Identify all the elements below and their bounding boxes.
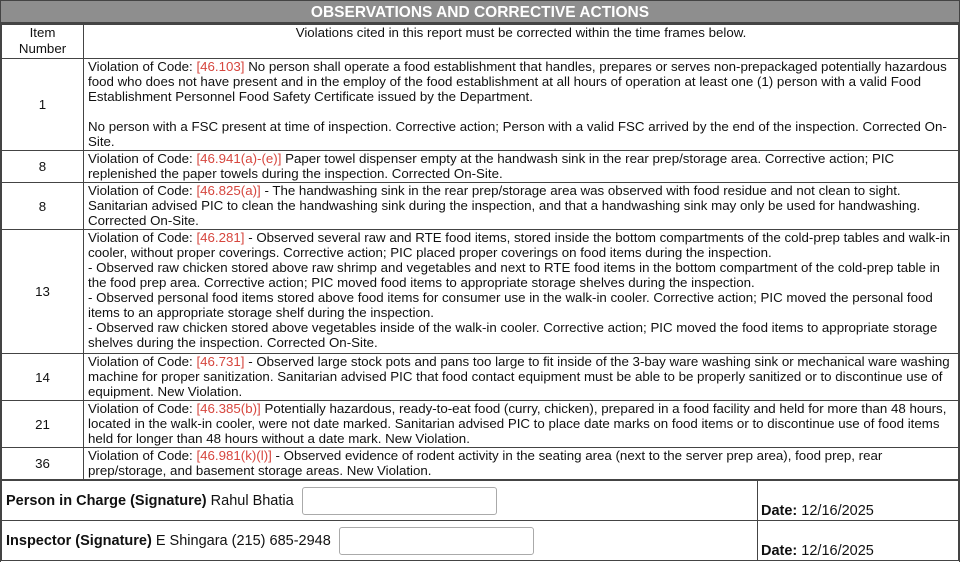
violation-description xyxy=(84,354,959,401)
code-prefix: Violation of Code: xyxy=(88,354,193,369)
observation-line: - Observed raw chicken stored above vegetables inside of the walk-in cooler. Corrective action; PIC moved the food items to appropriate storage shelves during the inspection. Corrected On-Site. xyxy=(88,320,938,350)
pic-signature-label: Person in Charge (Signature) xyxy=(6,492,207,509)
code-reference: [46.103] xyxy=(196,59,245,74)
violation-text: Paper towel dispenser empty at the handwash sink in the rear prep/storage area. Corrective action; PIC replenished the paper towels during the inspection. Corrected On-Site. xyxy=(88,151,895,181)
code-prefix: Violation of Code: xyxy=(88,401,193,416)
pic-signature-field[interactable] xyxy=(302,487,497,515)
violation-description xyxy=(84,230,959,354)
code-prefix: Violation of Code: xyxy=(88,59,193,74)
inspector-signature-label: Inspector (Signature) xyxy=(6,532,152,549)
code-reference: [46.981(k)(l)] xyxy=(196,448,272,463)
violations-table xyxy=(1,24,959,480)
pic-date: 12/16/2025 xyxy=(801,503,874,519)
violation-text: - Observed several raw and RTE food items, stored inside the bottom compartments of the cold-prep tables and walk-in cooler, without proper coverings. Corrective action; PIC placed proper coverings on food items during the inspection. xyxy=(88,230,951,260)
code-prefix: Violation of Code: xyxy=(88,230,193,245)
violation-description xyxy=(84,183,959,230)
table-row xyxy=(2,448,959,480)
signature-table xyxy=(1,480,959,561)
corrective-action-text: No person with a FSC present at time of inspection. Corrective action; Person with a valid FSC arrived by the end of the inspection. Corrected On-Site. xyxy=(88,119,947,149)
code-reference: [46.281] xyxy=(196,230,245,245)
inspector-date-cell xyxy=(758,521,959,561)
table-row xyxy=(2,401,959,448)
violation-description xyxy=(84,151,959,183)
table-row xyxy=(2,151,959,183)
violation-text: No person shall operate a food establishment that handles, prepares or serves non-prepackaged potentially hazardous food who does not have present and in the employ of the food establishment at all hours of operation at least one (1) person with a valid Food Establishment Personnel Food Safety Certificate issued by the Department. xyxy=(88,59,947,104)
code-reference: [46.731] xyxy=(196,354,245,369)
violation-description xyxy=(84,401,959,448)
item-number: 1 xyxy=(2,59,84,151)
inspector-signature-row xyxy=(2,521,959,561)
item-number-header-line1: Item xyxy=(29,25,56,40)
table-header-row xyxy=(2,25,959,59)
pic-date-cell xyxy=(758,481,959,521)
code-reference: [46.385(b)] xyxy=(196,401,261,416)
code-reference: [46.941(a)-(e)] xyxy=(196,151,282,166)
date-label: Date: xyxy=(761,543,798,559)
observation-line: - Observed personal food items stored above food items for consumer use in the walk-in cooler. Corrective action; PIC moved the personal food items to an appropriate storage shelf during the inspection. xyxy=(88,290,933,320)
table-row xyxy=(2,230,959,354)
violation-text: Potentially hazardous, ready-to-eat food (curry, chicken), prepared in a food facility and held for more than 48 hours, located in the walk-in cooler, were not date marked. Sanitarian advised PIC to place date marks on food items or to discontinue use of food items held for longer than 48 hours without a date mark. New Violation. xyxy=(88,401,947,446)
inspector-name: E Shingara (215) 685-2948 xyxy=(155,532,331,549)
item-number: 14 xyxy=(2,354,84,401)
inspector-date: 12/16/2025 xyxy=(801,543,874,559)
date-label: Date: xyxy=(761,503,798,519)
table-row xyxy=(2,183,959,230)
pic-signature-cell xyxy=(2,481,758,521)
code-prefix: Violation of Code: xyxy=(88,448,193,463)
item-number: 8 xyxy=(2,183,84,230)
item-number: 21 xyxy=(2,401,84,448)
item-number-header-line2: Number xyxy=(18,41,67,56)
item-number: 13 xyxy=(2,230,84,354)
violation-description xyxy=(84,448,959,480)
inspector-signature-cell xyxy=(2,521,758,561)
violation-text: - Observed evidence of rodent activity in the seating area (next to the server prep area), food prep, rear prep/storage, and basement storage areas. New Violation. xyxy=(88,448,883,478)
code-prefix: Violation of Code: xyxy=(88,151,193,166)
item-number-header xyxy=(2,25,84,59)
violation-description xyxy=(84,59,959,151)
code-prefix: Violation of Code: xyxy=(88,183,193,198)
observation-line: - Observed raw chicken stored above raw shrimp and vegetables and next to RTE food items in the bottom compartment of the cold-prep table in the food prep area. Corrective action; PIC moved food items to appropriate storage shelves during the inspection. xyxy=(88,260,940,290)
table-row xyxy=(2,354,959,401)
violation-text: - Observed large stock pots and pans too large to fit inside of the 3-bay ware washing sink or mechanical ware washing machine for proper sanitization. Sanitarian advised PIC that food contact equipment must be able to be properly sanitized or to discontinue use of equipment. New Violation. xyxy=(88,354,950,399)
item-number: 36 xyxy=(2,448,84,480)
correction-notice: Violations cited in this report must be corrected within the time frames below. xyxy=(84,25,959,59)
inspector-signature-field[interactable] xyxy=(339,527,534,555)
violation-text: - The handwashing sink in the rear prep/storage area was observed with food residue and not clean to sight. Sanitarian advised PIC to clean the handwashing sink during the inspection, and that a handwashing sink may only be used for handwashing. Corrected On-Site. xyxy=(88,183,921,228)
item-number: 8 xyxy=(2,151,84,183)
table-row xyxy=(2,59,959,151)
pic-name: Rahul Bhatia xyxy=(210,492,294,509)
pic-signature-row xyxy=(2,481,959,521)
code-reference: [46.825(a)] xyxy=(196,183,261,198)
section-title: OBSERVATIONS AND CORRECTIVE ACTIONS xyxy=(1,0,959,24)
